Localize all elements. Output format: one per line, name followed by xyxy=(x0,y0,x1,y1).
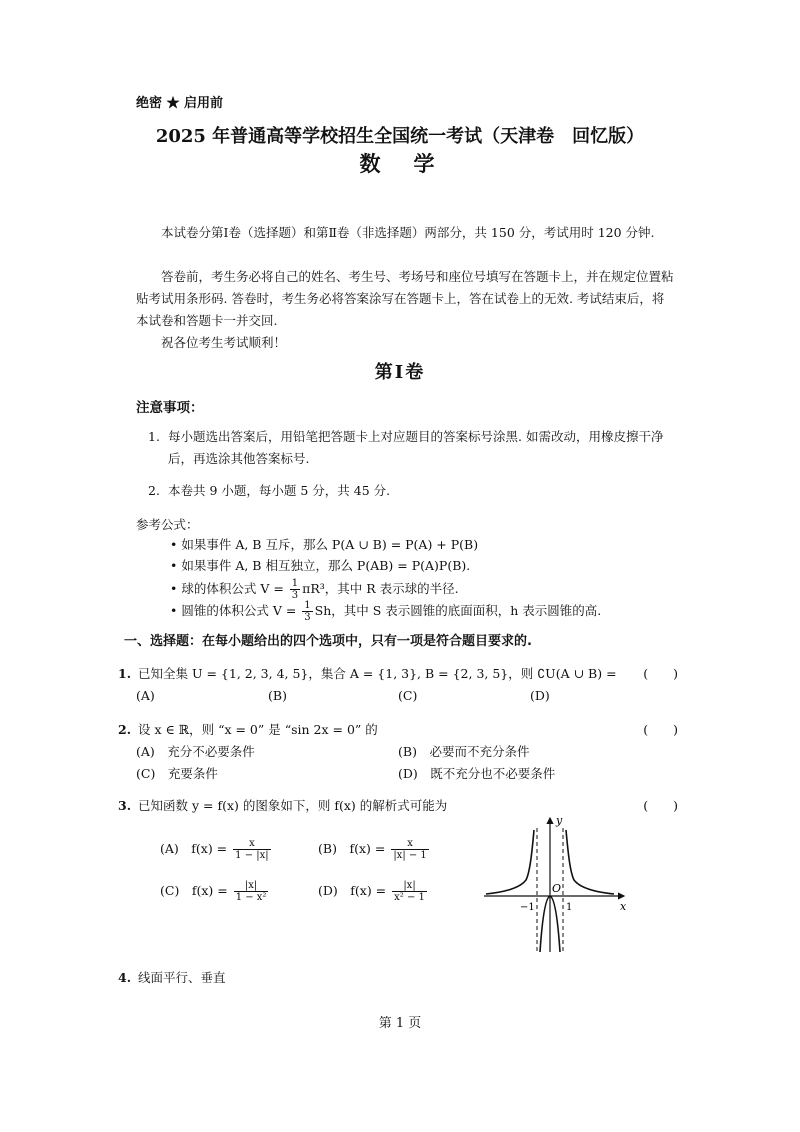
question-stem: 设 x ∈ ℝ，则 “x = 0” 是 “sin 2x = 0” 的 xyxy=(137,722,378,737)
formula-independent: • 如果事件 A, B 相互独立，那么 P(AB) = P(A)P(B). xyxy=(170,558,471,573)
option-d: (D) 既不充分也不必要条件 xyxy=(398,766,556,781)
notice-heading: 注意事项： xyxy=(136,400,204,416)
option-b: (B) 必要而不充分条件 xyxy=(398,744,530,759)
formula-text: • 球的体积公式 V = xyxy=(170,581,284,596)
fraction: $\frac{1}{3}$ xyxy=(291,578,299,601)
curve-right-branch xyxy=(566,830,614,894)
option-d: (D) xyxy=(530,688,550,703)
x-axis-label: x xyxy=(620,900,627,913)
fraction: $\frac{x}{|x| - 1}$ xyxy=(393,838,427,861)
tick-label-neg-one: −1 xyxy=(520,902,535,913)
page-number: 第 1 页 xyxy=(378,1016,422,1031)
intro-paragraph-2: 答卷前，考生务必将自己的姓名、考生号、考场号和座位号填写在答题卡上，并在规定位置粘贴考试用条形码. 答卷时，考生务必将答案涂写在答题卡上，答在试卷上的无效. 考试结束后，将本试卷和答题卡一并交回. xyxy=(136,269,674,328)
function-graph xyxy=(480,812,630,954)
question-stem: 已知全集 U = {1, 2, 3, 4, 5}，集合 A = {1, 3}, B = {2, 3, 5}，则 ∁U(A ∪ B) = xyxy=(137,666,617,681)
option-c: (C) 充要条件 xyxy=(136,766,218,781)
y-axis-label: y xyxy=(556,814,563,827)
option-c: (C) xyxy=(398,688,418,703)
notice-item-number: 2. xyxy=(148,483,160,498)
option-d: (D) f(x) = $\frac{|x|}{\text{x² − 1}}$ xyxy=(318,880,425,903)
question-number: 3. xyxy=(118,798,132,813)
option-c: (C) f(x) = $\frac{|x|}{\text{1 − x²}}$ xyxy=(160,880,267,903)
question-4 xyxy=(118,968,678,988)
answer-blank: ( ) xyxy=(643,722,678,737)
tick-label-one: 1 xyxy=(566,902,573,913)
confidential-label: 绝密 ★ 启用前 xyxy=(136,96,224,111)
question-1 xyxy=(118,664,678,684)
origin-label: O xyxy=(552,882,562,895)
option-a: (A) f(x) = $\frac{x}{1 - |x|}$ xyxy=(160,838,269,861)
part-heading: 一、选择题：在每小题给出的四个选项中，只有一项是符合题目要求的. xyxy=(124,634,532,649)
question-2 xyxy=(118,720,678,740)
fraction: $\frac{|x|}{\text{1 − x²}}$ xyxy=(235,880,267,903)
question-number: 1. xyxy=(118,666,132,681)
fraction: $\frac{|x|}{\text{x² − 1}}$ xyxy=(394,880,425,903)
option-b: (B) f(x) = $\frac{x}{|x| - 1}$ xyxy=(318,838,427,861)
notice-item xyxy=(148,426,676,470)
fraction: $\frac{x}{1 - |x|}$ xyxy=(235,838,269,861)
reference-heading: 参考公式： xyxy=(136,517,199,532)
intro-paragraph-3: 祝各位考生考试顺利！ xyxy=(161,335,287,350)
formula-mutually-exclusive: • 如果事件 A, B 互斥，那么 P(A ∪ B) = P(A) + P(B) xyxy=(170,537,479,552)
notice-item-text: 每小题选出答案后，用铅笔把答题卡上对应题目的答案标号涂黑. 如需改动，用橡皮擦干净后，再选涂其他答案标号. xyxy=(168,429,664,466)
option-b: (B) xyxy=(268,688,287,703)
section-title: 第Ⅰ卷 xyxy=(374,362,426,383)
formula-text: Sh，其中 S 表示圆锥的底面面积，h 表示圆锥的高. xyxy=(314,603,602,618)
question-stem: 已知函数 y = f(x) 的图象如下，则 f(x) 的解析式可能为 xyxy=(137,798,448,813)
fraction: $\frac{1}{3}$ xyxy=(304,600,311,623)
notice-item xyxy=(148,480,676,502)
option-a: (A) xyxy=(136,688,155,703)
notice-item-number: 1. xyxy=(148,429,160,444)
subject-title: 数 学 xyxy=(359,151,441,176)
curve-left-branch xyxy=(486,830,534,894)
option-a: (A) 充分不必要条件 xyxy=(136,744,255,759)
question-number: 2. xyxy=(118,722,132,737)
answer-blank: ( ) xyxy=(643,666,678,681)
question-number: 4. xyxy=(118,970,132,985)
question-stem: 线面平行、垂直 xyxy=(137,970,226,985)
notice-item-text: 本卷共 9 小题，每小题 5 分，共 45 分. xyxy=(168,483,391,498)
formula-cone-volume xyxy=(170,600,601,623)
formula-sphere-volume xyxy=(170,578,459,601)
exam-title: 2025 年普通高等学校招生全国统一考试（天津卷 回忆版） xyxy=(155,126,645,147)
formula-text: • 圆锥的体积公式 V = xyxy=(170,603,297,618)
formula-text: πR³，其中 R 表示球的半径. xyxy=(302,581,459,596)
intro-paragraph-1: 本试卷分第Ⅰ卷（选择题）和第Ⅱ卷（非选择题）两部分，共 150 分，考试用时 120 分钟. xyxy=(161,225,655,240)
answer-blank: ( ) xyxy=(643,798,678,813)
